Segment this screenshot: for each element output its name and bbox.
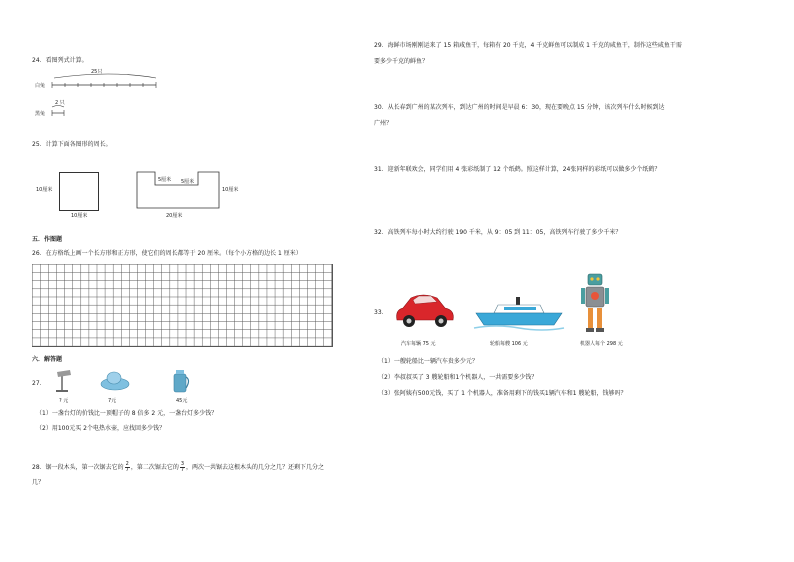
q32-text: 32．高铁列车每小时大约行驶 190 千米，从 9：05 到 11：05，高铁列车行驶了多少千米？: [374, 229, 622, 236]
q24-white-label: 白兔: [35, 83, 46, 89]
q28-line2: 几？: [32, 479, 45, 486]
q25-fig-notch-right: 5厘米: [181, 179, 195, 185]
q27-price-kettle: 45元: [176, 398, 188, 404]
q25-fig-bottom: 20厘米: [166, 213, 183, 219]
q33-num: 33．: [374, 309, 388, 316]
q27-price-hat: 7元: [108, 398, 117, 404]
q25-fig-side: 10厘米: [222, 187, 239, 193]
q27-price-lamp: ? 元: [59, 398, 69, 404]
section-6-heading: 六．解答题: [32, 356, 63, 363]
q24-total-label: 25只: [91, 69, 103, 75]
q24-bar-diagram: [52, 74, 162, 94]
q33-car-price: 汽车每辆 75 元: [401, 341, 436, 347]
q28-fraction-2: $\frac{3}{7}$: [180, 461, 185, 473]
lamp-icon: [52, 368, 76, 394]
q25-fig-notch-left: 5厘米: [158, 177, 172, 183]
hat-icon: [100, 368, 130, 392]
q25-notched-figure: [136, 171, 220, 209]
ship-icon: [474, 293, 564, 333]
kettle-icon: [170, 366, 192, 394]
q24-small-label: 2 只: [55, 100, 65, 106]
q27-num: 27．: [32, 380, 46, 387]
q33-sub3: （3）张阿姨有500元钱，买了 1 个机器人，准备用剩下的钱买1辆汽车和1 艘轮船，钱够吗？: [378, 390, 627, 397]
q29-line1: 29．海鲜市场刚刚运来了 15 箱咸鱼干，每箱有 20 千克，4 千克鲜鱼可以制成 1 千克的咸鱼干，制作这些咸鱼干需: [374, 42, 682, 49]
q30-line2: 广州？: [374, 120, 393, 127]
q33-sub2: （2）李叔叔买了 3 艘轮船和1个机器人，一共需要多少钱？: [378, 374, 538, 381]
q25-square: [59, 172, 99, 211]
q33-robot-price: 机器人每个 298 元: [580, 341, 623, 347]
q25-sq-bottom: 10厘米: [71, 213, 88, 219]
q24-title: 24．看图列式计算。: [32, 57, 88, 64]
q27-sub1: （1）一盏台灯的价钱比一顶帽子的 8 倍多 2 元，一盏台灯多少钱？: [36, 410, 218, 417]
q28-line1: 28．锯一段木头，第一次锯去它的$\frac{2}{7}$，第二次锯去它的$\frac{3}{7}$，两次一共锯去这根木头的几分之几？还剩下几分之: [32, 461, 325, 473]
robot-icon: [580, 272, 610, 334]
q25-title: 25．计算下面各图形的周长。: [32, 141, 112, 148]
q28-fraction-1: $\frac{2}{7}$: [125, 461, 129, 473]
q30-line1: 30．从长春到广州的某次列车，到达广州的时间是早晨 6：30，现在要晚点 15 分钟，该次列车什么时候到达: [374, 104, 665, 111]
car-icon: [393, 290, 457, 332]
q26-grid-paper: [32, 264, 333, 347]
q25-sq-side: 10厘米: [36, 187, 53, 193]
section-5-heading: 五．作图题: [32, 236, 63, 243]
q24-black-bar: [50, 104, 70, 118]
q27-sub2: （2）用100元买 2个电热水壶，应找回多少钱？: [36, 425, 165, 432]
q33-sub1: （1）一艘轮船比一辆汽车贵多少元？: [378, 358, 478, 365]
q26-text: 26．在方格纸上画一个长方形和正方形，使它们的周长都等于 20 厘米。（每个小方格的边长 1 厘米）: [32, 250, 302, 257]
q29-line2: 要多少千克的鲜鱼？: [374, 58, 429, 65]
q24-black-label: 黑兔: [35, 111, 46, 117]
q33-ship-price: 轮船每艘 106 元: [490, 341, 528, 347]
q31-text: 31．迎新年联欢会，同学们用 4 张彩纸制了 12 个纸鹤。照这样计算，24张同样的彩纸可以做多少个纸鹤？: [374, 166, 661, 173]
